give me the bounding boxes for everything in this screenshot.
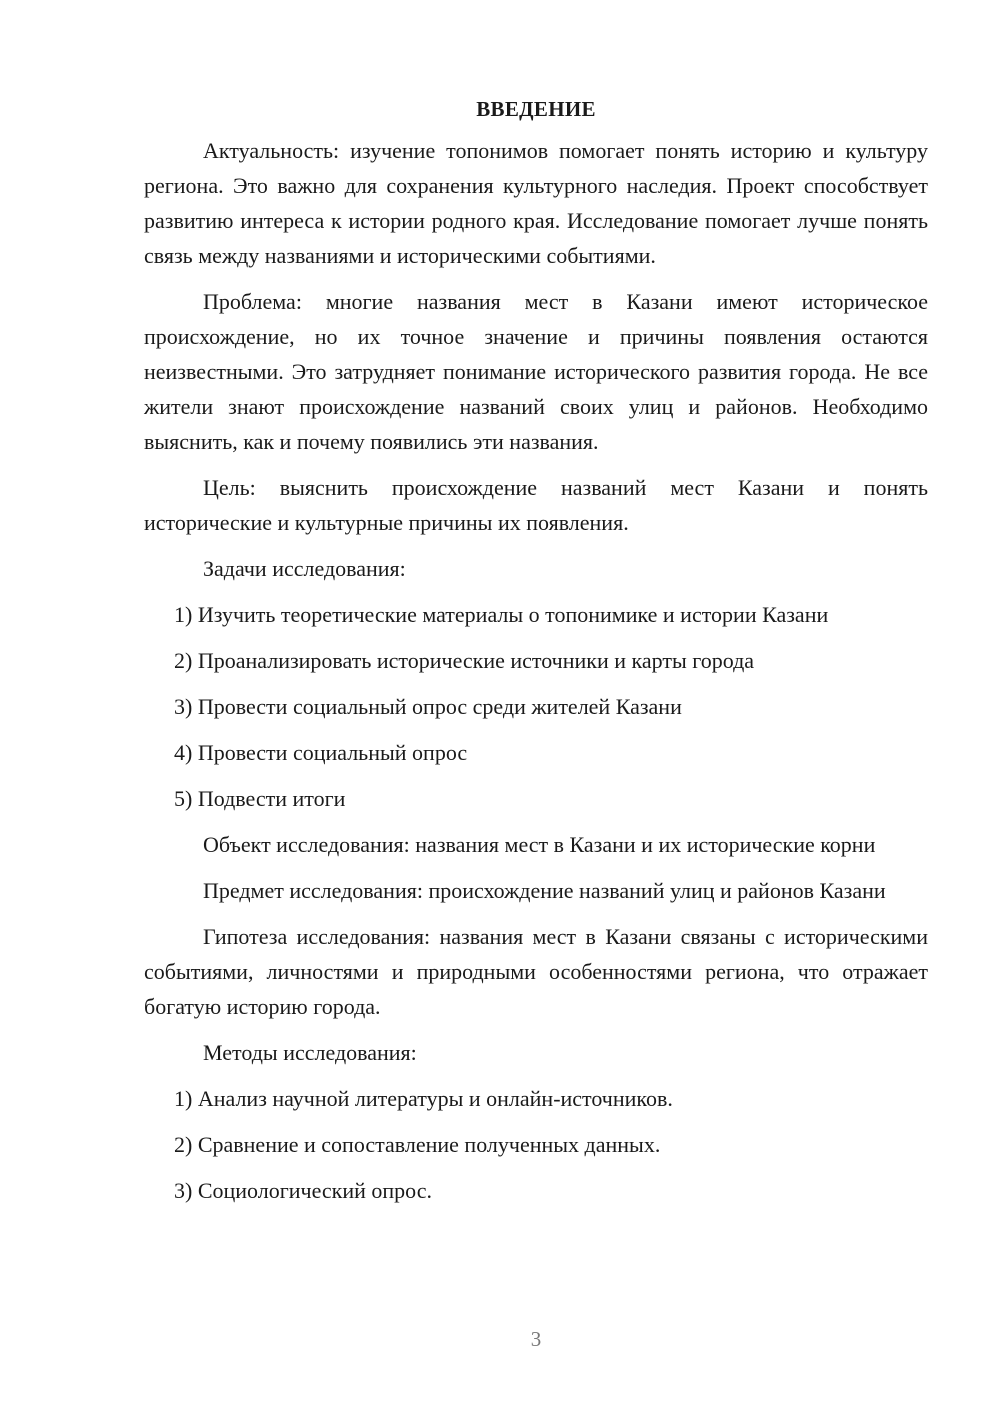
task-item: 3) Провести социальный опрос среди жителей Казани: [174, 694, 682, 719]
method-item: 1) Анализ научной литературы и онлайн-источников.: [174, 1086, 673, 1111]
method-item: 2) Сравнение и сопоставление полученных данных.: [174, 1132, 661, 1157]
task-item: 2) Проанализировать исторические источники и карты города: [174, 648, 755, 673]
tasks-heading: Задачи исследования:: [203, 556, 406, 581]
page-number: 3: [530, 1327, 542, 1351]
page-content: [144, 92, 928, 1219]
tasks-list: [144, 597, 928, 816]
problem-paragraph: Проблема: многие названия мест в Казани имеют историческое происхождение, но их точное значение и причины появления остаются неизвестными. Это затрудняет понимание исторического развития города. Не все жители знают происхождение названий своих улиц и районов. Необходимо выяснить, как и почему появились эти названия.: [144, 289, 928, 454]
object-paragraph: Объект исследования: названия мест в Казани и их исторические корни: [203, 832, 876, 857]
goal-paragraph: Цель: выяснить происхождение названий мест Казани и понять исторические и культурные причины их появления.: [144, 475, 928, 535]
task-item: 4) Провести социальный опрос: [174, 740, 468, 765]
methods-heading: Методы исследования:: [203, 1040, 417, 1065]
hypothesis-paragraph: Гипотеза исследования: названия мест в Казани связаны с историческими событиями, личностями и природными особенностями региона, что отражает богатую историю города.: [144, 924, 928, 1019]
relevance-paragraph: Актуальность: изучение топонимов помогает понять историю и культуру региона. Это важно для сохранения культурного наследия. Проект способствует развитию интереса к истории родного края. Исследование помогает лучше понять связь между названиями и историческими событиями.: [144, 138, 928, 268]
subject-paragraph: Предмет исследования: происхождение названий улиц и районов Казани: [203, 878, 886, 903]
task-item: 1) Изучить теоретические материалы о топонимике и истории Казани: [174, 602, 829, 627]
method-item: 3) Социологический опрос.: [174, 1178, 432, 1203]
task-item: 5) Подвести итоги: [174, 786, 346, 811]
section-title: ВВЕДЕНИЕ: [476, 97, 596, 121]
methods-list: [144, 1081, 928, 1208]
